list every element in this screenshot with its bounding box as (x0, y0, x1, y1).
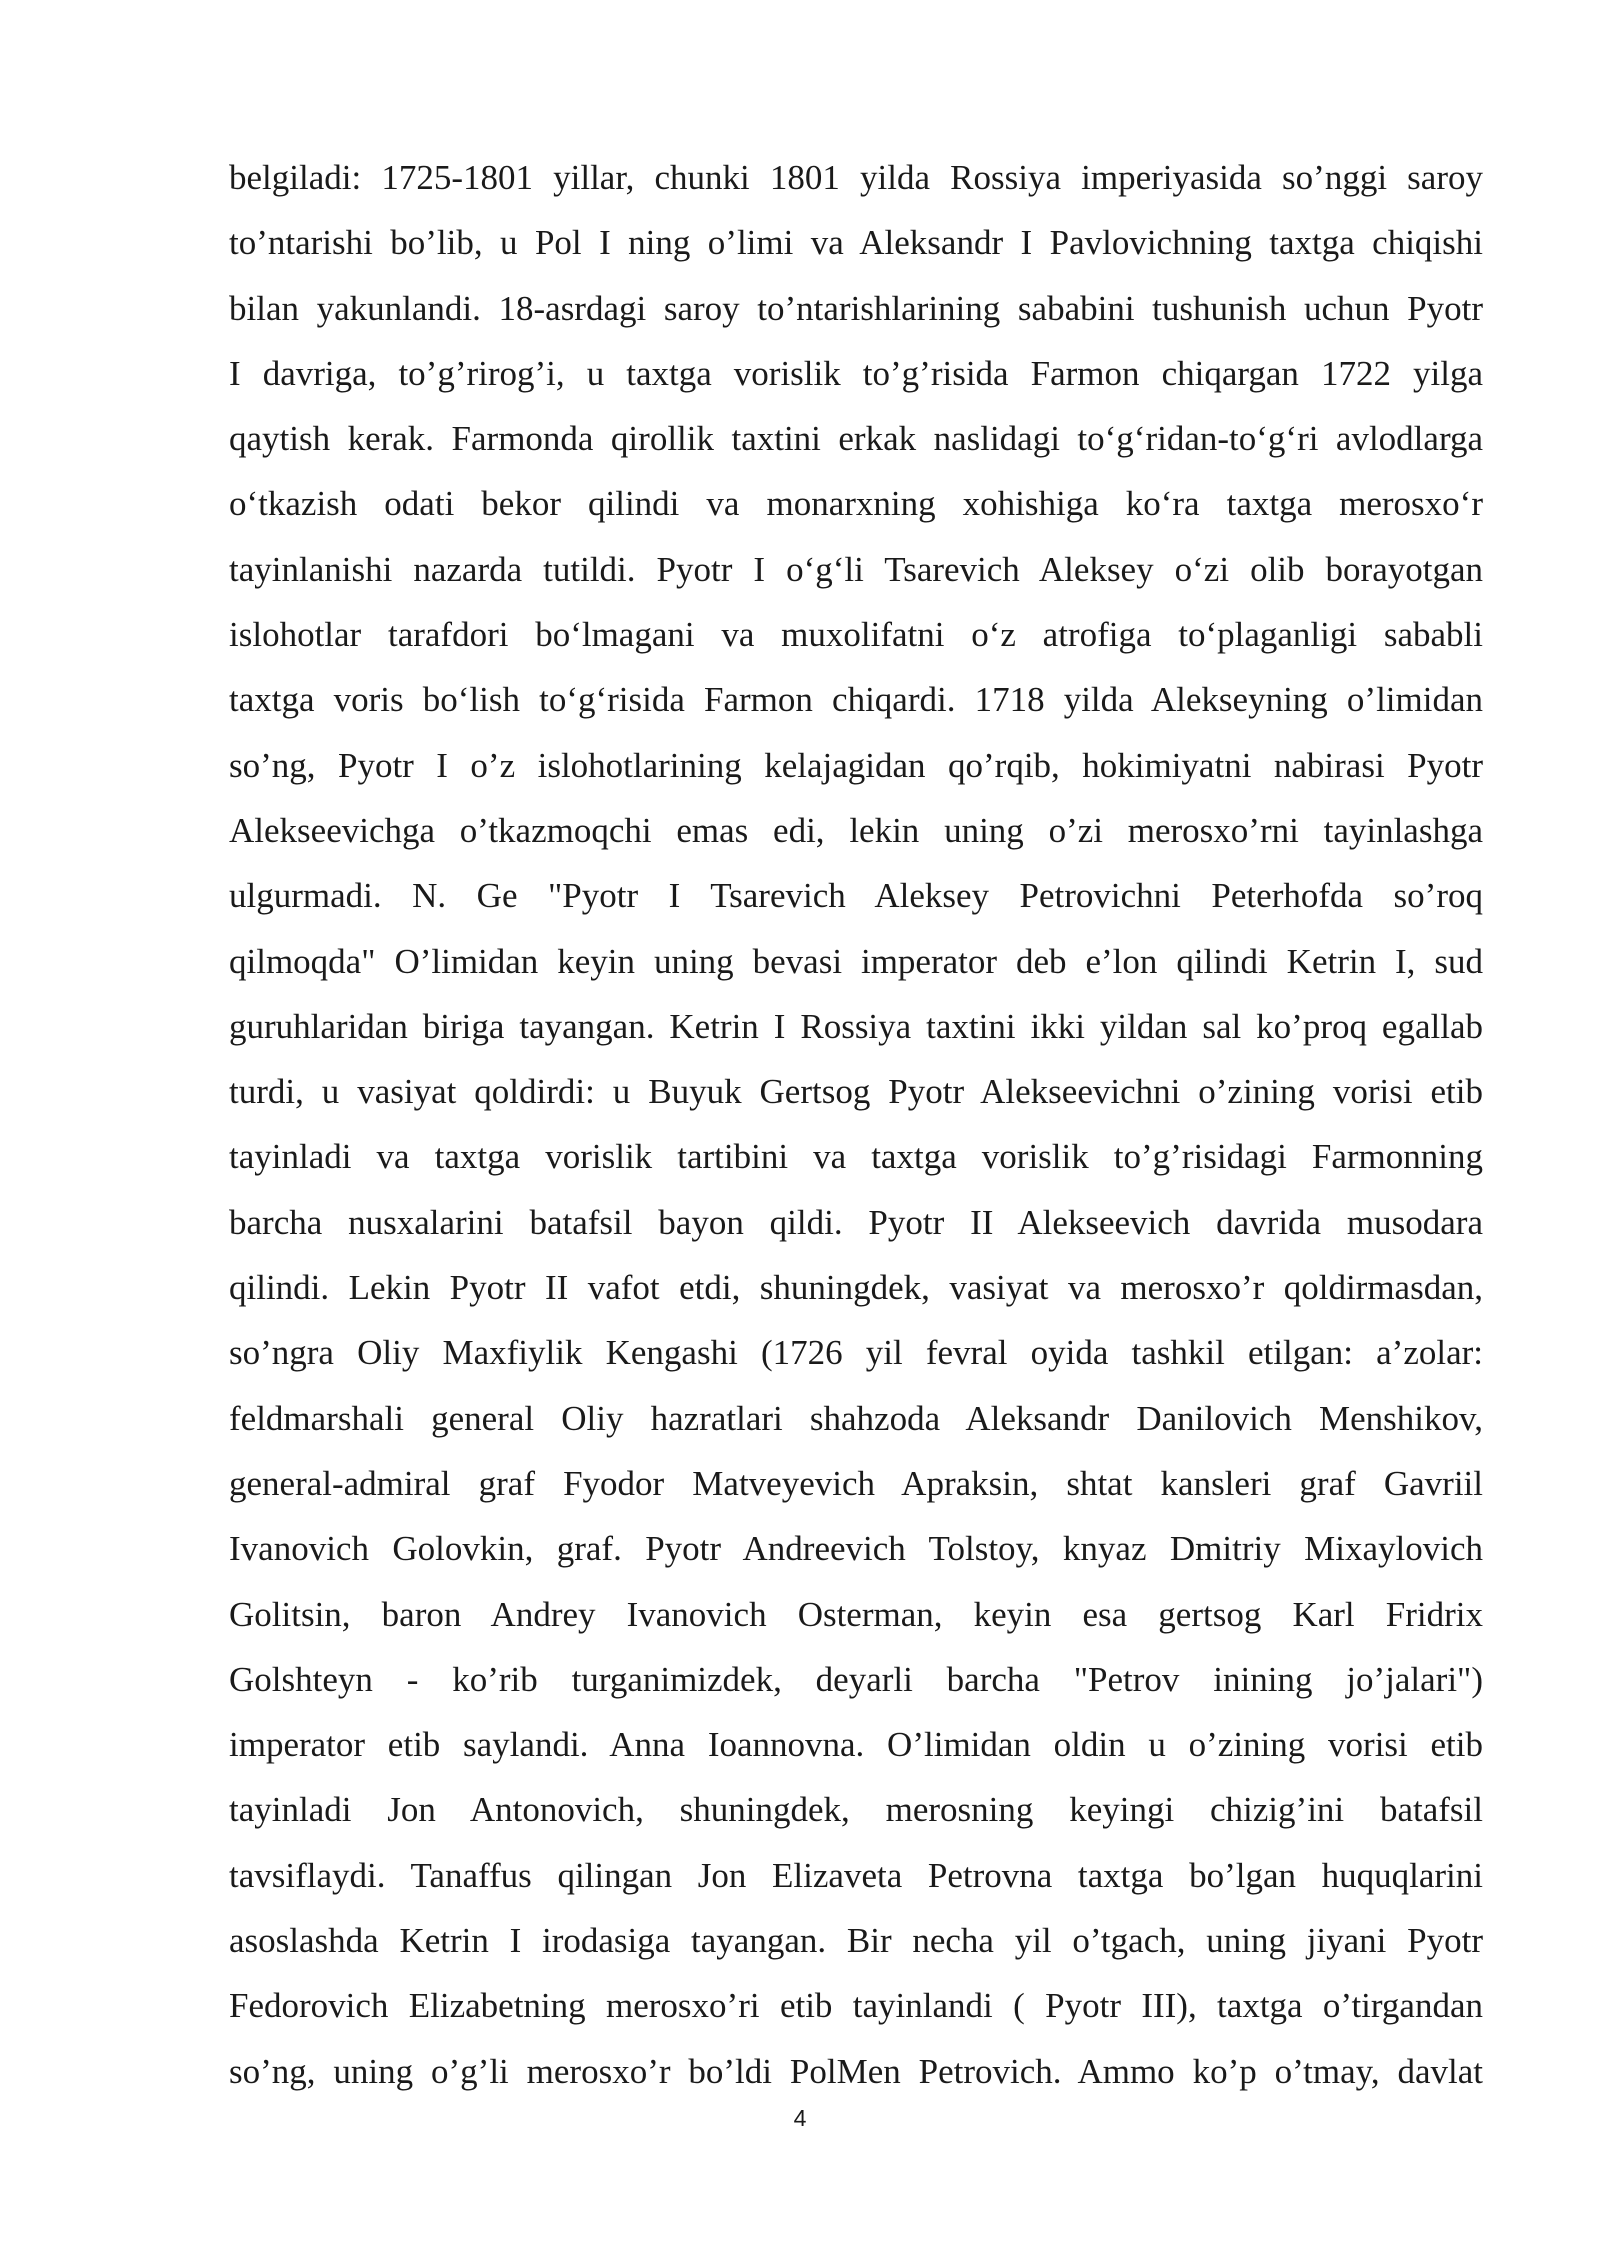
text-line: qilindi. Lekin Pyotr II vafot etdi, shuningdek, vasiyat va merosxo’r qoldirmasdan, (229, 1268, 1483, 1308)
text-line: qaytish kerak. Farmonda qirollik taxtini erkak naslidagi to‘g‘ridan-to‘g‘ri avlodlarga (229, 419, 1483, 459)
text-line: Fedorovich Elizabetning merosxo’ri etib tayinlandi ( Pyotr III), taxtga o’tirgandan (229, 1986, 1483, 2026)
text-line: Ivanovich Golovkin, graf. Pyotr Andreevich Tolstoy, knyaz Dmitriy Mixaylovich (229, 1529, 1483, 1569)
text-line: qilmoqda" O’limidan keyin uning bevasi imperator deb e’lon qilindi Ketrin I, sud (229, 941, 1483, 981)
text-line: Golitsin, baron Andrey Ivanovich Osterman, keyin esa gertsog Karl Fridrix (229, 1594, 1483, 1634)
text-line: barcha nusxalarini batafsil bayon qildi. Pyotr II Alekseevich davrida musodara (229, 1202, 1483, 1242)
text-line: tayinladi Jon Antonovich, shuningdek, merosning keyingi chizig’ini batafsil (229, 1790, 1483, 1830)
text-line: Golshteyn - ko’rib turganimizdek, deyarli barcha "Petrov inining jo’jalari") (229, 1659, 1483, 1699)
text-line: Alekseevichga o’tkazmoqchi emas edi, lekin uning o’zi merosxo’rni tayinlashga (229, 810, 1483, 850)
text-line: asoslashda Ketrin I irodasiga tayangan. Bir necha yil o’tgach, uning jiyani Pyotr (229, 1921, 1483, 1961)
text-line: so’ng, uning o’g’li merosxo’r bo’ldi PolMen Petrovich. Ammo ko’p o’tmay, davlat (229, 2051, 1483, 2091)
text-line: tayinlanishi nazarda tutildi. Pyotr I o‘g‘li Tsarevich Aleksey o‘zi olib borayotgan (229, 549, 1483, 589)
text-line: bilan yakunlandi. 18-asrdagi saroy to’ntarishlarining sababini tushunish uchun Pyotr (229, 288, 1483, 328)
text-line: feldmarshali general Oliy hazratlari shahzoda Aleksandr Danilovich Menshikov, (229, 1398, 1483, 1438)
text-line: ulgurmadi. N. Ge "Pyotr I Tsarevich Aleksey Petrovichni Peterhofda so’roq (229, 876, 1483, 916)
text-line: guruhlaridan biriga tayangan. Ketrin I Rossiya taxtini ikki yildan sal ko’proq egallab (229, 1006, 1483, 1046)
text-line: so’ng, Pyotr I o’z islohotlarining kelajagidan qo’rqib, hokimiyatni nabirasi Pyotr (229, 745, 1483, 785)
text-line: general-admiral graf Fyodor Matveyevich Apraksin, shtat kansleri graf Gavriil (229, 1463, 1483, 1503)
text-line: I davriga, to’g’rirog’i, u taxtga vorislik to’g’risida Farmon chiqargan 1722 yilga (229, 353, 1483, 393)
text-line: tayinladi va taxtga vorislik tartibini va taxtga vorislik to’g’risidagi Farmonning (229, 1137, 1483, 1177)
text-line: belgiladi: 1725-1801 yillar, chunki 1801 yilda Rossiya imperiyasida so’nggi saroy (229, 158, 1483, 197)
text-line: taxtga voris bo‘lish to‘g‘risida Farmon chiqardi. 1718 yilda Alekseyning o’limidan (229, 680, 1483, 720)
text-line: tavsiflaydi. Tanaffus qilingan Jon Elizaveta Petrovna taxtga bo’lgan huquqlarini (229, 1855, 1483, 1895)
page-number: 4 (793, 2105, 807, 2131)
text-line: so’ngra Oliy Maxfiylik Kengashi (1726 yil fevral oyida tashkil etilgan: a’zolar: (229, 1333, 1483, 1373)
text-line: islohotlar tarafdori bo‘lmagani va muxolifatni o‘z atrofiga to‘plaganligi sababli (229, 615, 1483, 655)
body-paragraph (229, 145, 1483, 2104)
text-line: to’ntarishi bo’lib, u Pol I ning o’limi va Aleksandr I Pavlovichning taxtga chiqishi (229, 223, 1483, 263)
text-line: o‘tkazish odati bekor qilindi va monarxning xohishiga ko‘ra taxtga merosxo‘r (229, 484, 1483, 524)
text-line: imperator etib saylandi. Anna Ioannovna. O’limidan oldin u o’zining vorisi etib (229, 1725, 1483, 1765)
text-line: turdi, u vasiyat qoldirdi: u Buyuk Gertsog Pyotr Alekseevichni o’zining vorisi etib (229, 1072, 1483, 1112)
